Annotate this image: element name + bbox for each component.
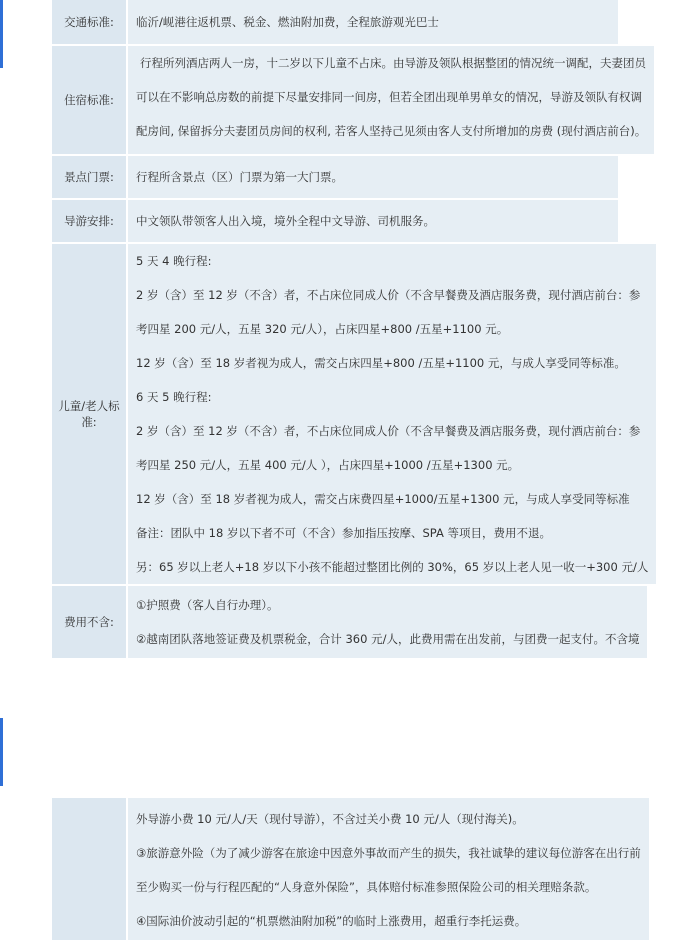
row-content-accommodation bbox=[128, 46, 654, 154]
itinerary-terms-table-continued bbox=[52, 798, 641, 942]
left-accent-bar-top bbox=[0, 0, 3, 68]
text-line: 考四星 200 元/人，五星 320 元/人），占床四星+800 /五星+1100 元。 bbox=[136, 322, 509, 336]
row-content-child-elderly bbox=[128, 244, 656, 584]
table-row-accommodation bbox=[52, 46, 647, 154]
itinerary-terms-table bbox=[52, 0, 649, 660]
table-row-guide bbox=[52, 200, 618, 242]
text-line: 备注：团队中 18 岁以下者不可（不含）参加指压按摩、SPA 等项目，费用不退。 bbox=[136, 526, 551, 540]
table-row-child-elderly bbox=[52, 244, 649, 584]
table-row-excluded-continued bbox=[52, 798, 641, 940]
text-line: 6 天 5 晚行程: bbox=[136, 390, 212, 404]
text-line: 可以在不影响总房数的前提下尽量安排同一间房，但若全团出现单男单女的情况，导游及领队有权调 bbox=[136, 90, 642, 104]
text-line: ②越南团队落地签证费及机票税金，合计 360 元/人，此费用需在出发前，与团费一起支付。不含境 bbox=[136, 632, 640, 646]
row-content-excluded-continued bbox=[128, 798, 649, 940]
row-content-traffic: 临沂/岘港往返机票、税金、燃油附加费，全程旅游观光巴士 bbox=[128, 0, 618, 44]
text-line: 配房间, 保留拆分夫妻团员房间的权利, 若客人坚持己见须由客人支付所增加的房费 (现付酒店前台)。 bbox=[136, 124, 647, 138]
table-row-traffic bbox=[52, 0, 618, 44]
row-label-guide: 导游安排: bbox=[52, 200, 126, 242]
text-line: 5 天 4 晚行程: bbox=[136, 254, 212, 268]
text-line: ①护照费（客人自行办理）。 bbox=[136, 598, 279, 612]
row-content-excluded bbox=[128, 586, 647, 658]
row-label-excluded-continued bbox=[52, 798, 126, 940]
row-label-child-elderly: 儿童/老人标准: bbox=[52, 244, 126, 584]
text-line: 另：65 岁以上老人+18 岁以下小孩不能超过整团比例的 30%，65 岁以上老人见一收一+300 元/人 bbox=[136, 560, 649, 574]
text-line: ③旅游意外险（为了减少游客在旅途中因意外事故而产生的损失，我社诚挚的建议每位游客在出行前 bbox=[136, 846, 641, 860]
text-line: 2 岁（含）至 12 岁（不含）者，不占床位同成人价（不含早餐费及酒店服务费，现付酒店前台：参 bbox=[136, 288, 641, 302]
text-line: 行程所列酒店两人一房，十二岁以下儿童不占床。由导游及领队根据整团的情况统一调配，夫妻团员 bbox=[140, 56, 646, 70]
text-line: 外导游小费 10 元/人/天（现付导游），不含过关小费 10 元/人（现付海关)。 bbox=[136, 812, 524, 826]
text-line: 考四星 250 元/人，五星 400 元/人 ），占床四星+1000 /五星+1300 元。 bbox=[136, 458, 520, 472]
left-accent-bar-bottom bbox=[0, 718, 3, 786]
row-content-guide: 中文领队带领客人出入境，境外全程中文导游、司机服务。 bbox=[128, 200, 618, 242]
text-line: 2 岁（含）至 12 岁（不含）者，不占床位同成人价（不含早餐费及酒店服务费，现付酒店前台：参 bbox=[136, 424, 641, 438]
table-row-tickets bbox=[52, 156, 618, 198]
table-row-excluded bbox=[52, 586, 640, 658]
row-label-excluded: 费用不含: bbox=[52, 586, 126, 658]
text-line: 12 岁（含）至 18 岁者视为成人，需交占床费四星+1000/五星+1300 元，与成人享受同等标准 bbox=[136, 492, 630, 506]
row-label-tickets: 景点门票: bbox=[52, 156, 126, 198]
row-content-tickets: 行程所含景点（区）门票为第一大门票。 bbox=[128, 156, 618, 198]
row-label-accommodation: 住宿标准: bbox=[52, 46, 126, 154]
text-line: 12 岁（含）至 18 岁者视为成人，需交占床四星+800 /五星+1100 元，与成人享受同等标准。 bbox=[136, 356, 626, 370]
text-line: 至少购买一份与行程匹配的“人身意外保险”，具体赔付标准参照保险公司的相关理赔条款。 bbox=[136, 880, 597, 894]
text-line: ④国际油价波动引起的“机票燃油附加税”的临时上涨费用，超重行李托运费。 bbox=[136, 914, 527, 928]
row-label-traffic: 交通标准: bbox=[52, 0, 126, 44]
